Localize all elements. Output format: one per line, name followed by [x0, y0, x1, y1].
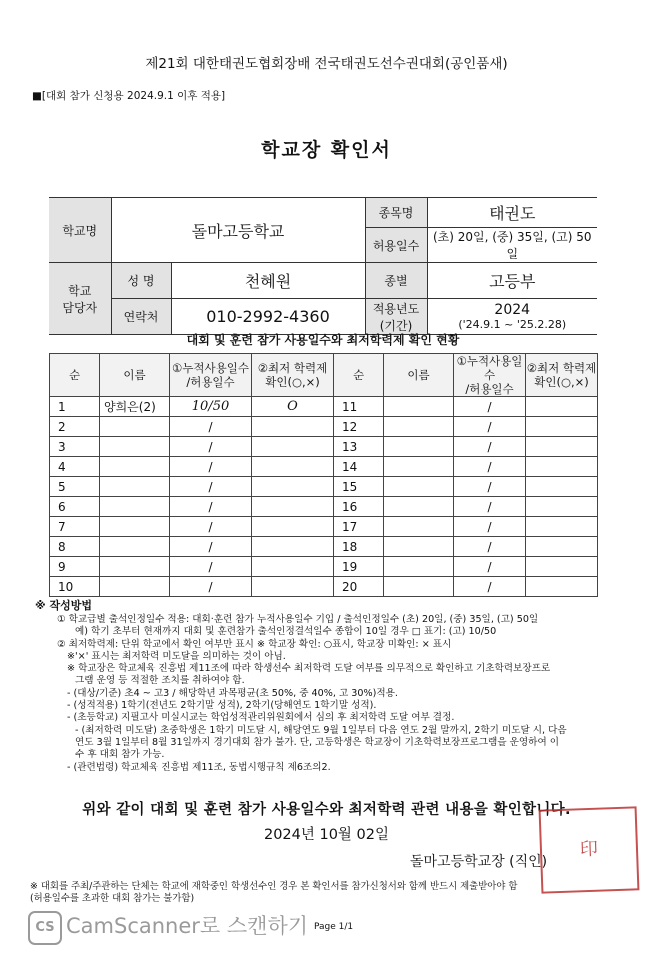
- method-note: 그램 운영 등 적절한 조치를 취하여야 함.: [75, 675, 245, 687]
- col-header-grade-right-line1: ②최저 학력제: [526, 361, 597, 375]
- method-note: ※'×' 표시는 최저학력 미도달을 의미하는 것이 아님.: [67, 650, 286, 662]
- phone-value: 010-2992-4360: [171, 299, 365, 335]
- athlete-name: [384, 397, 454, 417]
- col-header-no-right: 순: [334, 354, 384, 397]
- method-note: - (최저학력 미도달) 초중학생은 1학기 미도달 시, 해당연도 9월 1일부터 다음 연도 2월 말까지, 2학기 미도달 시, 다음: [75, 724, 567, 736]
- table-heading: 대회 및 훈련 참가 사용일수와 최저학력제 확인 현황: [186, 333, 460, 347]
- days-used: /: [170, 557, 252, 577]
- division-label: 종별: [365, 263, 427, 299]
- days-used: /: [170, 517, 252, 537]
- document-title: 학교장 확인서: [261, 139, 392, 161]
- table-row: [50, 417, 598, 437]
- grade-check: [526, 517, 598, 537]
- year-value: 2024: [494, 302, 531, 318]
- row-number: 17: [334, 517, 384, 537]
- official-seal-stamp: 印: [539, 806, 640, 893]
- grade-check: [252, 437, 334, 457]
- grade-check: [526, 577, 598, 597]
- days-used: /: [170, 537, 252, 557]
- grade-check: [526, 437, 598, 457]
- days-used: /: [170, 417, 252, 437]
- grade-check: [252, 537, 334, 557]
- row-number: 6: [50, 497, 100, 517]
- contact-label-line1: 학교: [68, 283, 92, 298]
- table-row: [50, 497, 598, 517]
- row-number: 18: [334, 537, 384, 557]
- year-label: [365, 299, 427, 335]
- col-header-grade-line1: ②최저 학력제: [257, 361, 328, 375]
- grade-check: [526, 417, 598, 437]
- athlete-name: [384, 517, 454, 537]
- year-cell: [427, 299, 597, 335]
- grade-check: [252, 497, 334, 517]
- event-value: 태권도: [427, 198, 597, 228]
- footnote: [30, 881, 630, 905]
- row-number: 10: [50, 577, 100, 597]
- principal-name: [410, 851, 547, 871]
- athlete-name: [100, 497, 170, 517]
- row-number: 1: [50, 397, 100, 417]
- row-number: 15: [334, 477, 384, 497]
- row-number: 5: [50, 477, 100, 497]
- year-period: ('24.9.1 ~ '25.2.28): [458, 318, 567, 331]
- school-label: 학교명: [49, 198, 111, 263]
- grade-check: [526, 537, 598, 557]
- table-row: [50, 557, 598, 577]
- page-number: Page 1/1: [314, 922, 354, 932]
- days-used: /: [454, 437, 526, 457]
- col-header-grade: [252, 354, 334, 397]
- row-number: 7: [50, 517, 100, 537]
- days-used: /: [170, 437, 252, 457]
- row-number: 8: [50, 537, 100, 557]
- event-label: 종목명: [365, 198, 427, 228]
- grade-check: [252, 517, 334, 537]
- method-note: ① 학교급별 출석인정일수 적용: 대회·훈련 참가 누적사용일수 기입 / 출석인정일수 (초) 20일, (중) 35일, (고) 50일: [57, 614, 539, 625]
- athlete-name: [100, 537, 170, 557]
- athlete-name: [100, 437, 170, 457]
- col-header-days-right-line2: /허용일수: [465, 382, 514, 396]
- col-header-days: [170, 354, 252, 397]
- row-number: 9: [50, 557, 100, 577]
- grade-check: [252, 417, 334, 437]
- row-number: 12: [334, 417, 384, 437]
- days-used: /: [454, 557, 526, 577]
- method-note: - (대상/기준) 초4 ~ 고3 / 해당학년 과목평균(초 50%, 중 40%, 고 30%)적용.: [67, 687, 398, 699]
- days-used: /: [454, 477, 526, 497]
- contact-label: [49, 263, 111, 335]
- days-used: /: [454, 517, 526, 537]
- athlete-name: [100, 557, 170, 577]
- athlete-name: [384, 557, 454, 577]
- method-note: ※ 학교장은 학교체육 진흥법 제11조에 따라 학생선수 최저학력 도달 여부를 의무적으로 확인하고 기초학력보장프로: [67, 663, 551, 675]
- col-header-days-line1: ①누적사용일수: [172, 361, 249, 375]
- phone-label: 연락처: [111, 299, 171, 335]
- school-value: 돌마고등학교: [111, 198, 365, 263]
- athlete-name: [100, 457, 170, 477]
- name-value: 천혜원: [171, 263, 365, 299]
- col-header-days-right-line1: ①누적사용일수: [456, 354, 523, 382]
- method-notes: [57, 614, 617, 774]
- days-used: /: [454, 537, 526, 557]
- athlete-name: [384, 437, 454, 457]
- grade-check: [526, 397, 598, 417]
- method-title: ※ 작성방법: [35, 599, 93, 612]
- camscanner-logo-icon: CS: [28, 911, 62, 945]
- days-used: /: [454, 497, 526, 517]
- method-note: - (관련법령) 학교체육 진흥법 제11조, 동법시행규칙 제6조의2.: [67, 761, 331, 773]
- athlete-name: [384, 537, 454, 557]
- method-note: ② 최저학력제: 단위 학교에서 확인 여부만 표시 ※ 학교장 확인: ○표시, 학교장 미확인: × 표시: [57, 638, 452, 650]
- grade-check: [252, 457, 334, 477]
- athlete-name: [100, 477, 170, 497]
- col-header-grade-line2: 확인(○,×): [265, 375, 320, 389]
- col-header-name-right: 이름: [384, 354, 454, 397]
- days-used: /: [454, 397, 526, 417]
- method-note: 수 후 대회 참가 가능.: [75, 749, 165, 761]
- allowed-days-value: (초) 20일, (중) 35일, (고) 50일: [427, 228, 597, 263]
- days-used: /: [170, 577, 252, 597]
- year-label-line2: (기간): [379, 318, 413, 333]
- name-label: 성 명: [111, 263, 171, 299]
- confirm-date: 2024년 10월 02일: [263, 827, 390, 843]
- applies-note: ■[대회 참가 신청용 2024.9.1 이후 적용]: [32, 90, 226, 102]
- footnote-line: ※ 대회를 주최/주관하는 단체는 학교에 재학중인 학생선수인 경우 본 확인서를 참가신청서와 함께 반드시 제출받아야 함: [30, 881, 518, 892]
- table-row: [50, 457, 598, 477]
- athlete-name: [384, 477, 454, 497]
- col-header-no: 순: [50, 354, 100, 397]
- camscanner-watermark: CamScanner로 스캔하기: [66, 914, 309, 938]
- grade-check: [526, 477, 598, 497]
- table-row: [50, 437, 598, 457]
- athlete-name: [100, 417, 170, 437]
- grade-check: [252, 577, 334, 597]
- info-table: [49, 197, 597, 335]
- row-number: 4: [50, 457, 100, 477]
- table-row: [50, 477, 598, 497]
- col-header-days-line2: /허용일수: [186, 375, 235, 389]
- col-header-grade-right: [526, 354, 598, 397]
- method-note: 예) 학기 초부터 현재까지 대회 및 훈련참가 출석인정결석일수 종합이 10일 경우 □ 표기: (고) 10/50: [75, 626, 497, 638]
- table-row: [50, 517, 598, 537]
- days-used: /: [170, 477, 252, 497]
- row-number: 11: [334, 397, 384, 417]
- days-used: /: [170, 457, 252, 477]
- days-used: /: [454, 457, 526, 477]
- athlete-name: [384, 497, 454, 517]
- days-used: /: [454, 417, 526, 437]
- principal-label: 돌마고등학교장: [410, 854, 505, 870]
- confirm-statement: 위와 같이 대회 및 훈련 참가 사용일수와 최저학력 관련 내용을 확인합니다.: [82, 802, 571, 818]
- grade-check: [252, 477, 334, 497]
- athlete-name: [384, 417, 454, 437]
- row-number: 13: [334, 437, 384, 457]
- competition-title: 제21회 대한태권도협회장배 전국태권도선수권대회(공인품새): [145, 56, 508, 72]
- grade-check: [526, 457, 598, 477]
- athlete-name: [100, 577, 170, 597]
- footnote-line: (허용일수를 초과한 대회 참가는 불가함): [30, 893, 195, 904]
- athlete-table: [49, 353, 598, 597]
- col-header-grade-right-line2: 확인(○,×): [534, 375, 589, 389]
- row-number: 20: [334, 577, 384, 597]
- col-header-name: 이름: [100, 354, 170, 397]
- days-used: /: [454, 577, 526, 597]
- days-used: 10/50: [170, 397, 252, 417]
- row-number: 3: [50, 437, 100, 457]
- row-number: 2: [50, 417, 100, 437]
- athlete-name: [384, 457, 454, 477]
- year-label-line1: 적용년도: [372, 301, 420, 316]
- table-row: [50, 537, 598, 557]
- seal-mark: (직인): [509, 854, 548, 870]
- athlete-name: [384, 577, 454, 597]
- table-row: [50, 397, 598, 417]
- row-number: 16: [334, 497, 384, 517]
- col-header-days-right: [454, 354, 526, 397]
- athlete-name: 양희은(2): [100, 397, 170, 417]
- athlete-name: [100, 517, 170, 537]
- days-used: /: [170, 497, 252, 517]
- method-note: 연도 3월 1일부터 8월 31일까지 경기대회 참가 불가. 단, 고등학생은 학교장이 기초학력보장프로그램을 운영하여 이: [75, 736, 560, 748]
- division-value: 고등부: [427, 263, 597, 299]
- grade-check: [526, 497, 598, 517]
- contact-label-line2: 담당자: [62, 300, 98, 315]
- table-row: [50, 577, 598, 597]
- grade-check: [526, 557, 598, 577]
- grade-check: [252, 557, 334, 577]
- allowed-days-label: 허용일수: [365, 228, 427, 263]
- row-number: 14: [334, 457, 384, 477]
- method-note: - (초등학교) 지필고사 미실시교는 학업성적관리위원회에서 심의 후 최저학력 도달 여부 결정.: [67, 712, 455, 724]
- grade-check: O: [252, 397, 334, 417]
- method-note: - (성적적용) 1학기(전년도 2학기말 성적), 2학기(당해연도 1학기말 성적).: [67, 700, 377, 712]
- row-number: 19: [334, 557, 384, 577]
